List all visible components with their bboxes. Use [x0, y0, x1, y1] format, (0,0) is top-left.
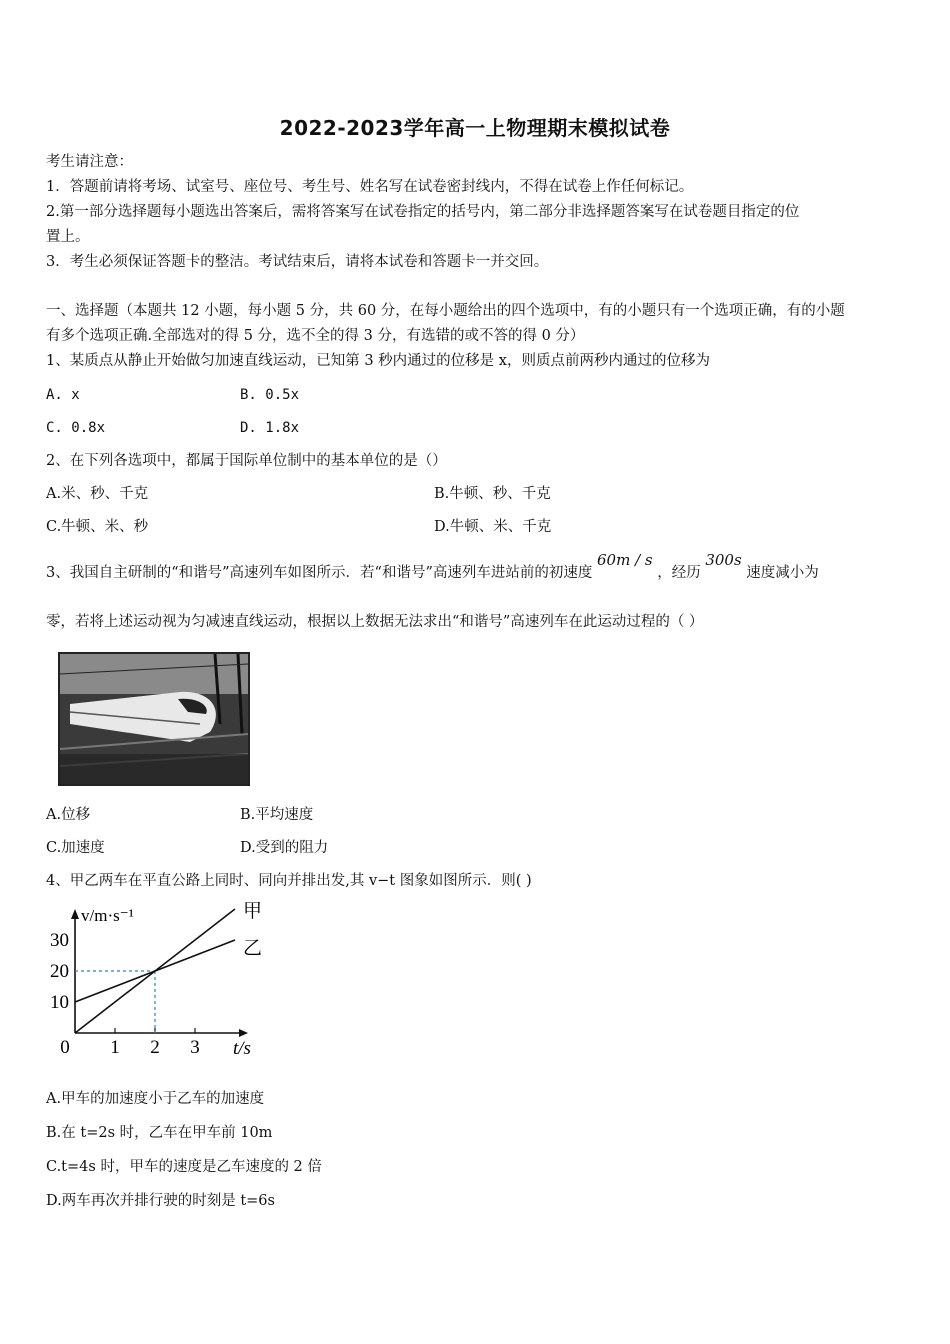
- q3-stem-part-3: 速度减小为: [746, 565, 819, 581]
- y-tick-label: 30: [50, 930, 69, 951]
- q3-option-c: C.加速度: [46, 840, 105, 856]
- section-heading: 一、选择题（本题共 12 小题，每小题 5 分，共 60 分，在每小题给出的四个选项中，有的小题只有一个选项正确，有的小题: [46, 303, 845, 319]
- q4-stem: 4、甲乙两车在平直公路上同时、同向并排出发,其 v−t 图象如图所示．则( ): [46, 873, 532, 889]
- x-tick-label: 1: [110, 1037, 120, 1058]
- q3-stem-part-1: 3、我国自主研制的“和谐号”高速列车如图所示．若“和谐号”高速列车进站前的初速度: [46, 565, 593, 581]
- x-tick-label: 2: [150, 1037, 160, 1058]
- q2-option-c: C.牛顿、米、秒: [46, 519, 149, 535]
- x-tick-label: 0: [60, 1037, 70, 1058]
- notice-item-2: 2.第一部分选择题每小题选出答案后，需将答案写在试卷指定的括号内，第二部分非选择题答案写在试卷题目指定的位: [46, 204, 800, 220]
- notice-item-3: 3．考生必须保证答题卡的整洁。考试结束后，请将本试卷和答题卡一并交回。: [46, 254, 549, 270]
- q3-stem: [46, 551, 908, 585]
- q2-option-d: D.牛顿、米、千克: [434, 519, 552, 535]
- q4-option-c: C.t=4s 时，甲车的速度是乙车速度的 2 倍: [46, 1159, 322, 1175]
- train-photo: [58, 652, 250, 786]
- notice-heading: 考生请注意：: [46, 154, 133, 170]
- q4-option-a: A.甲车的加速度小于乙车的加速度: [46, 1091, 265, 1107]
- notice-item-2-cont: 置上。: [46, 229, 90, 245]
- series-label-1: 甲: [243, 900, 263, 922]
- notice-item-1: 1．答题前请将考场、试室号、座位号、考生号、姓名写在试卷密封线内，不得在试卷上作任何标记。: [46, 179, 694, 195]
- train-image: [60, 654, 248, 784]
- q3-stem-part-2: ，经历: [657, 565, 701, 581]
- x-axis-arrow: [239, 1029, 248, 1037]
- q3-option-a: A.位移: [46, 807, 91, 823]
- q2-option-b: B.牛顿、秒、千克: [434, 486, 551, 502]
- page-title: 2022-2023学年高一上物理期末模拟试卷: [279, 116, 671, 140]
- q4-option-b: B.在 t=2s 时，乙车在甲车前 10m: [46, 1125, 273, 1141]
- q1-stem: 1、某质点从静止开始做匀加速直线运动，已知第 3 秒内通过的位移是 x，则质点前两秒内通过的位移为: [46, 353, 710, 369]
- vt-graph-svg: [44, 900, 263, 1063]
- q1-option-d: D. 1.8x: [240, 420, 300, 436]
- y-tick-label: 20: [50, 961, 69, 982]
- vt-graph: [44, 900, 263, 1063]
- q3-stem-cont: 零，若将上述运动视为匀减速直线运动，根据以上数据无法求出“和谐号”高速列车在此运动过程的（ ）: [46, 614, 704, 630]
- y-tick-label: 10: [50, 992, 69, 1013]
- q1-option-b: B. 0.5x: [240, 387, 300, 403]
- y-axis-arrow: [71, 909, 79, 919]
- q3-option-b: B.平均速度: [240, 807, 314, 823]
- q2-stem: 2、在下列各选项中，都属于国际单位制中的基本单位的是（）: [46, 453, 447, 469]
- q1-option-a: A. x: [46, 387, 80, 403]
- q2-option-a: A.米、秒、千克: [46, 486, 149, 502]
- q3-initial-speed: 60m / s: [596, 551, 653, 569]
- section-heading-cont: 有多个选项正确.全部选对的得 5 分，选不全的得 3 分，有选错的或不答的得 0 分）: [46, 328, 585, 344]
- q1-option-c: C. 0.8x: [46, 420, 106, 436]
- q4-option-d: D.两车再次并排行驶的时刻是 t=6s: [46, 1193, 275, 1209]
- q3-option-d: D.受到的阻力: [240, 840, 329, 856]
- y-axis-label: v/m·s⁻¹: [81, 906, 134, 925]
- q3-duration: 300s: [705, 551, 742, 569]
- x-tick-label: 3: [190, 1037, 200, 1058]
- series-label-2: 乙: [243, 937, 263, 959]
- x-axis-label: t/s: [233, 1038, 251, 1059]
